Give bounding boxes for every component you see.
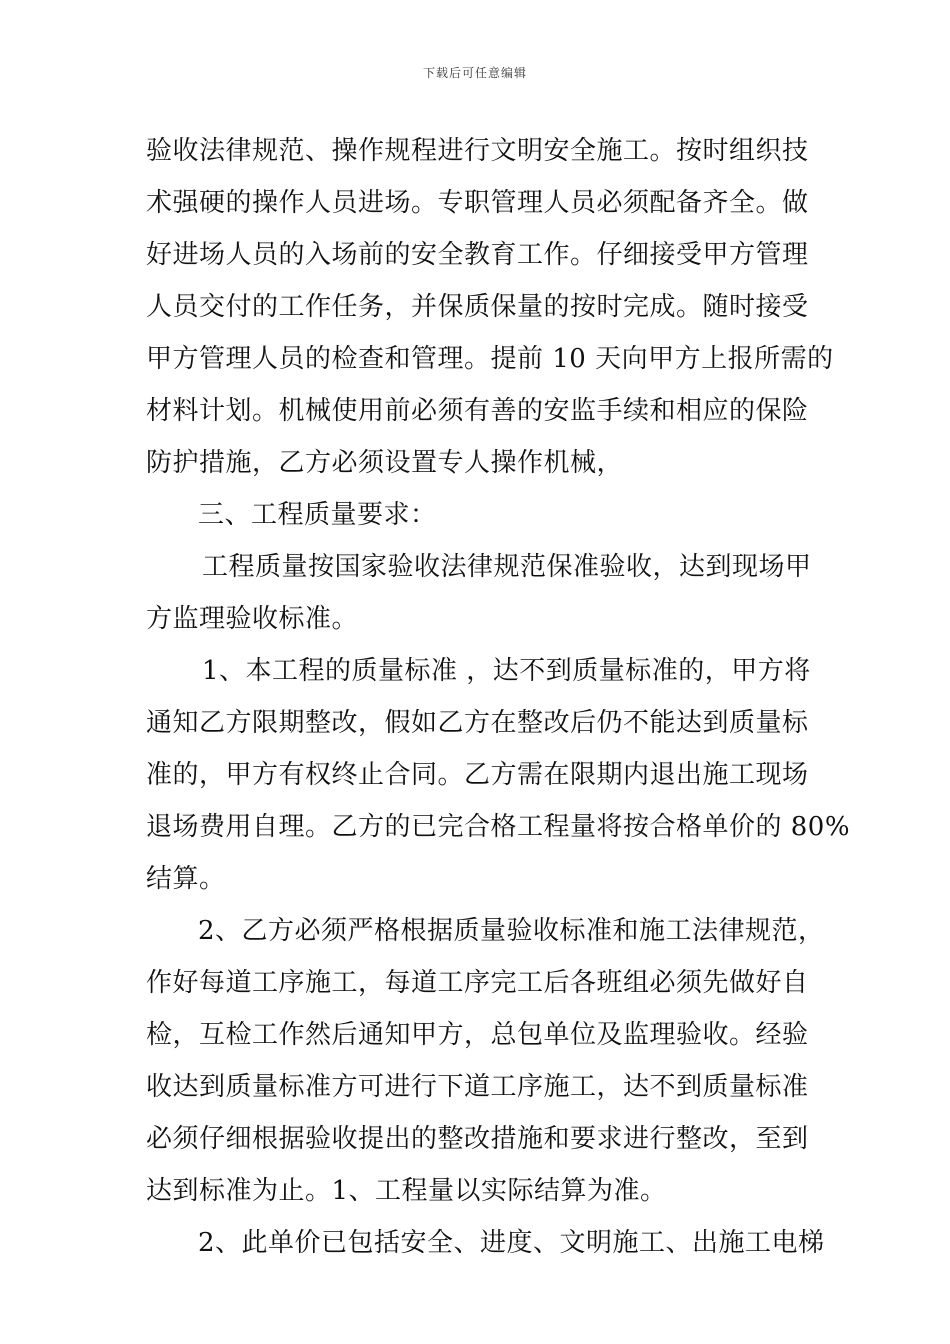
- text-line: 2、乙方必须严格根据质量验收标准和施工法律规范，: [198, 916, 825, 946]
- text-line: 防护措施，乙方必须设置专人操作机械，: [146, 448, 624, 478]
- page-header: 下载后可任意编辑: [422, 66, 527, 80]
- text-line: 准的，甲方有权终止合同。乙方需在限期内退出施工现场: [146, 760, 809, 790]
- section-heading: 三、工程质量要求：: [198, 500, 437, 530]
- text-line: 收达到质量标准方可进行下道工序施工，达不到质量标准: [146, 1072, 809, 1102]
- text-line: 2、此单价已包括安全、进度、文明施工、出施工电梯: [198, 1228, 825, 1258]
- text-line: 作好每道工序施工，每道工序完工后各班组必须先做好自: [146, 968, 809, 998]
- text-line: 工程质量按国家验收法律规范保准验收，达到现场甲: [202, 552, 812, 582]
- text-line: 达到标准为止。1、工程量以实际结算为准。: [146, 1176, 667, 1206]
- text-line: 好进场人员的入场前的安全教育工作。仔细接受甲方管理: [146, 240, 809, 270]
- text-line: 术强硬的操作人员进场。专职管理人员必须配备齐全。做: [146, 188, 809, 218]
- text-line: 退场费用自理。乙方的已完合格工程量将按合格单价的 80%: [146, 812, 851, 842]
- text-line: 必须仔细根据验收提出的整改措施和要求进行整改，至到: [146, 1124, 809, 1154]
- text-line: 材料计划。机械使用前必须有善的安监手续和相应的保险: [146, 396, 809, 426]
- text-line: 人员交付的工作任务，并保质保量的按时完成。随时接受: [146, 292, 809, 322]
- text-line: 验收法律规范、操作规程进行文明安全施工。按时组织技: [146, 136, 809, 166]
- text-line: 1、本工程的质量标准 ，达不到质量标准的，甲方将: [202, 656, 811, 686]
- text-line: 方监理验收标准。: [146, 604, 359, 634]
- text-line: 甲方管理人员的检查和管理。提前 10 天向甲方上报所需的: [146, 344, 834, 374]
- text-line: 结算。: [146, 864, 226, 894]
- text-line: 检，互检工作然后通知甲方，总包单位及监理验收。经验: [146, 1020, 809, 1050]
- document-body: [146, 125, 851, 1269]
- text-line: 通知乙方限期整改，假如乙方在整改后仍不能达到质量标: [146, 708, 809, 738]
